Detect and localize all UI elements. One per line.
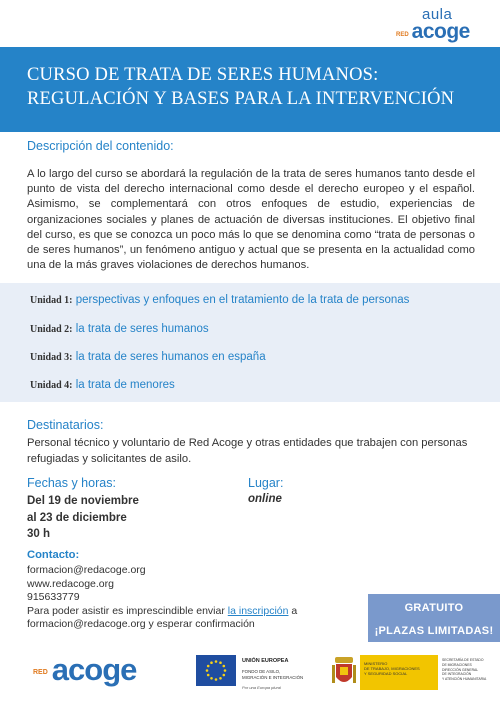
unit-item-3 (30, 351, 266, 363)
destinatarios-text: Personal técnico y voluntario de Red Acoge y otras entidades que trabajen con personas refugiadas y solicitantes de asilo. (27, 437, 468, 465)
gratuito-badge (368, 594, 500, 642)
gov-line-1: MINISTERIO (364, 661, 388, 666)
logo-red-text: RED (396, 32, 409, 38)
gov-line-3: Y SEGURIDAD SOCIAL (364, 671, 408, 676)
note-before: Para poder asistir es imprescindible enviar (27, 604, 228, 617)
contacto-block (27, 564, 297, 632)
badge-gratuito: GRATUITO (404, 602, 464, 614)
coat-of-arms-icon (331, 655, 357, 690)
badge-plazas: ¡PLAZAS LIMITADAS! (374, 625, 494, 637)
fecha-fin: al 23 de diciembre (27, 511, 127, 524)
eu-fund-line1: FONDO DE ASILO, (242, 669, 281, 674)
unit-text: la trata de seres humanos en españa (75, 351, 266, 363)
unit-item-2 (30, 323, 209, 335)
contact-email[interactable]: formacion@redacoge.org (27, 564, 146, 576)
fecha-inicio: Del 19 de noviembre (27, 495, 139, 507)
gov-r-4: DE INTEGRACIÓN (442, 672, 472, 677)
gov-r-3: DIRECCIÓN GENERAL (442, 667, 479, 672)
eu-fund-line2: MIGRACIÓN E INTEGRACIÓN (242, 674, 304, 680)
eu-fund (242, 669, 303, 680)
gov-r-1: SECRETARÍA DE ESTADO (442, 658, 484, 662)
unit-item-1 (30, 294, 409, 306)
ministerio-logo (331, 655, 491, 690)
unit-label: Unidad 4: (30, 380, 73, 391)
unit-item-4 (30, 379, 175, 391)
duracion: 30 h (27, 528, 51, 540)
title-line-2: REGULACIÓN Y BASES PARA LA INTERVENCIÓN (27, 89, 455, 109)
lugar-value: online (248, 493, 282, 505)
unit-text: la trata de seres humanos (75, 323, 209, 335)
note-after: a (288, 604, 298, 617)
title-line-1: CURSO DE TRATA DE SERES HUMANOS: (27, 65, 379, 85)
gov-r-2: DE MIGRACIONES (442, 662, 472, 667)
fechas-heading: Fechas y horas: (27, 476, 116, 490)
secretaria-block (442, 655, 486, 690)
eu-motto: Por una Europa plural (242, 685, 281, 690)
inscription-link[interactable]: la inscripción (227, 604, 289, 617)
unit-text: perspectivas y enfoques en el tratamiento de la trata de personas (75, 294, 410, 306)
contacto-heading: Contacto: (27, 549, 80, 561)
contact-phone: 915633779 (27, 591, 80, 604)
aula-red-acoge-logo (396, 8, 486, 42)
unit-label: Unidad 2: (30, 324, 73, 335)
logo-aula-text: aula (422, 6, 453, 23)
unit-label: Unidad 1: (30, 295, 73, 306)
unit-label: Unidad 3: (30, 352, 73, 363)
eu-text (242, 658, 303, 690)
description-text: A lo largo del curso se abordará la regulación de la trata de seres humanos tanto desde el punto de vista del derecho internacional como desde el derecho europeo y el español. Asimismo, se complementará con otros enfoques de estudio, experiencias de organizaciones sociales y planes de actuación de diversas instituciones. El objetivo final del curso, es que se conozca un poco más lo que se denomina como “trata de personas o de seres humanos”, un fenómeno antiguo y actual que se presenta en la actualidad como una de la más graves violaciones de derechos humanos. (27, 168, 475, 272)
gov-line-2: DE TRABAJO, MIGRACIONES (364, 666, 420, 671)
units-panel (0, 283, 500, 402)
eu-title: UNIÓN EUROPEA (242, 658, 289, 664)
gov-r-5: Y ATENCIÓN HUMANITARIA (442, 677, 487, 682)
contact-web[interactable]: www.redacoge.org (27, 577, 114, 590)
logo-acoge-text: acoge (411, 20, 470, 43)
inscription-note (27, 605, 297, 619)
unit-text: la trata de menores (75, 379, 175, 391)
lugar-heading: Lugar: (248, 476, 284, 490)
eu-logo (196, 655, 303, 690)
logo-red-text: RED (33, 669, 48, 676)
title-banner (0, 47, 500, 132)
destinatarios-heading: Destinatarios: (27, 418, 104, 432)
logo-acoge-text: acoge (51, 652, 137, 687)
description-heading: Descripción del contenido: (27, 139, 174, 153)
page-title (27, 63, 487, 111)
red-acoge-logo (33, 652, 137, 687)
fechas-values (27, 493, 139, 543)
note-line-2: formacion@redacoge.org y esperar confirmación (27, 618, 255, 631)
eu-flag-icon (196, 655, 236, 686)
ministerio-name-block (360, 655, 438, 690)
